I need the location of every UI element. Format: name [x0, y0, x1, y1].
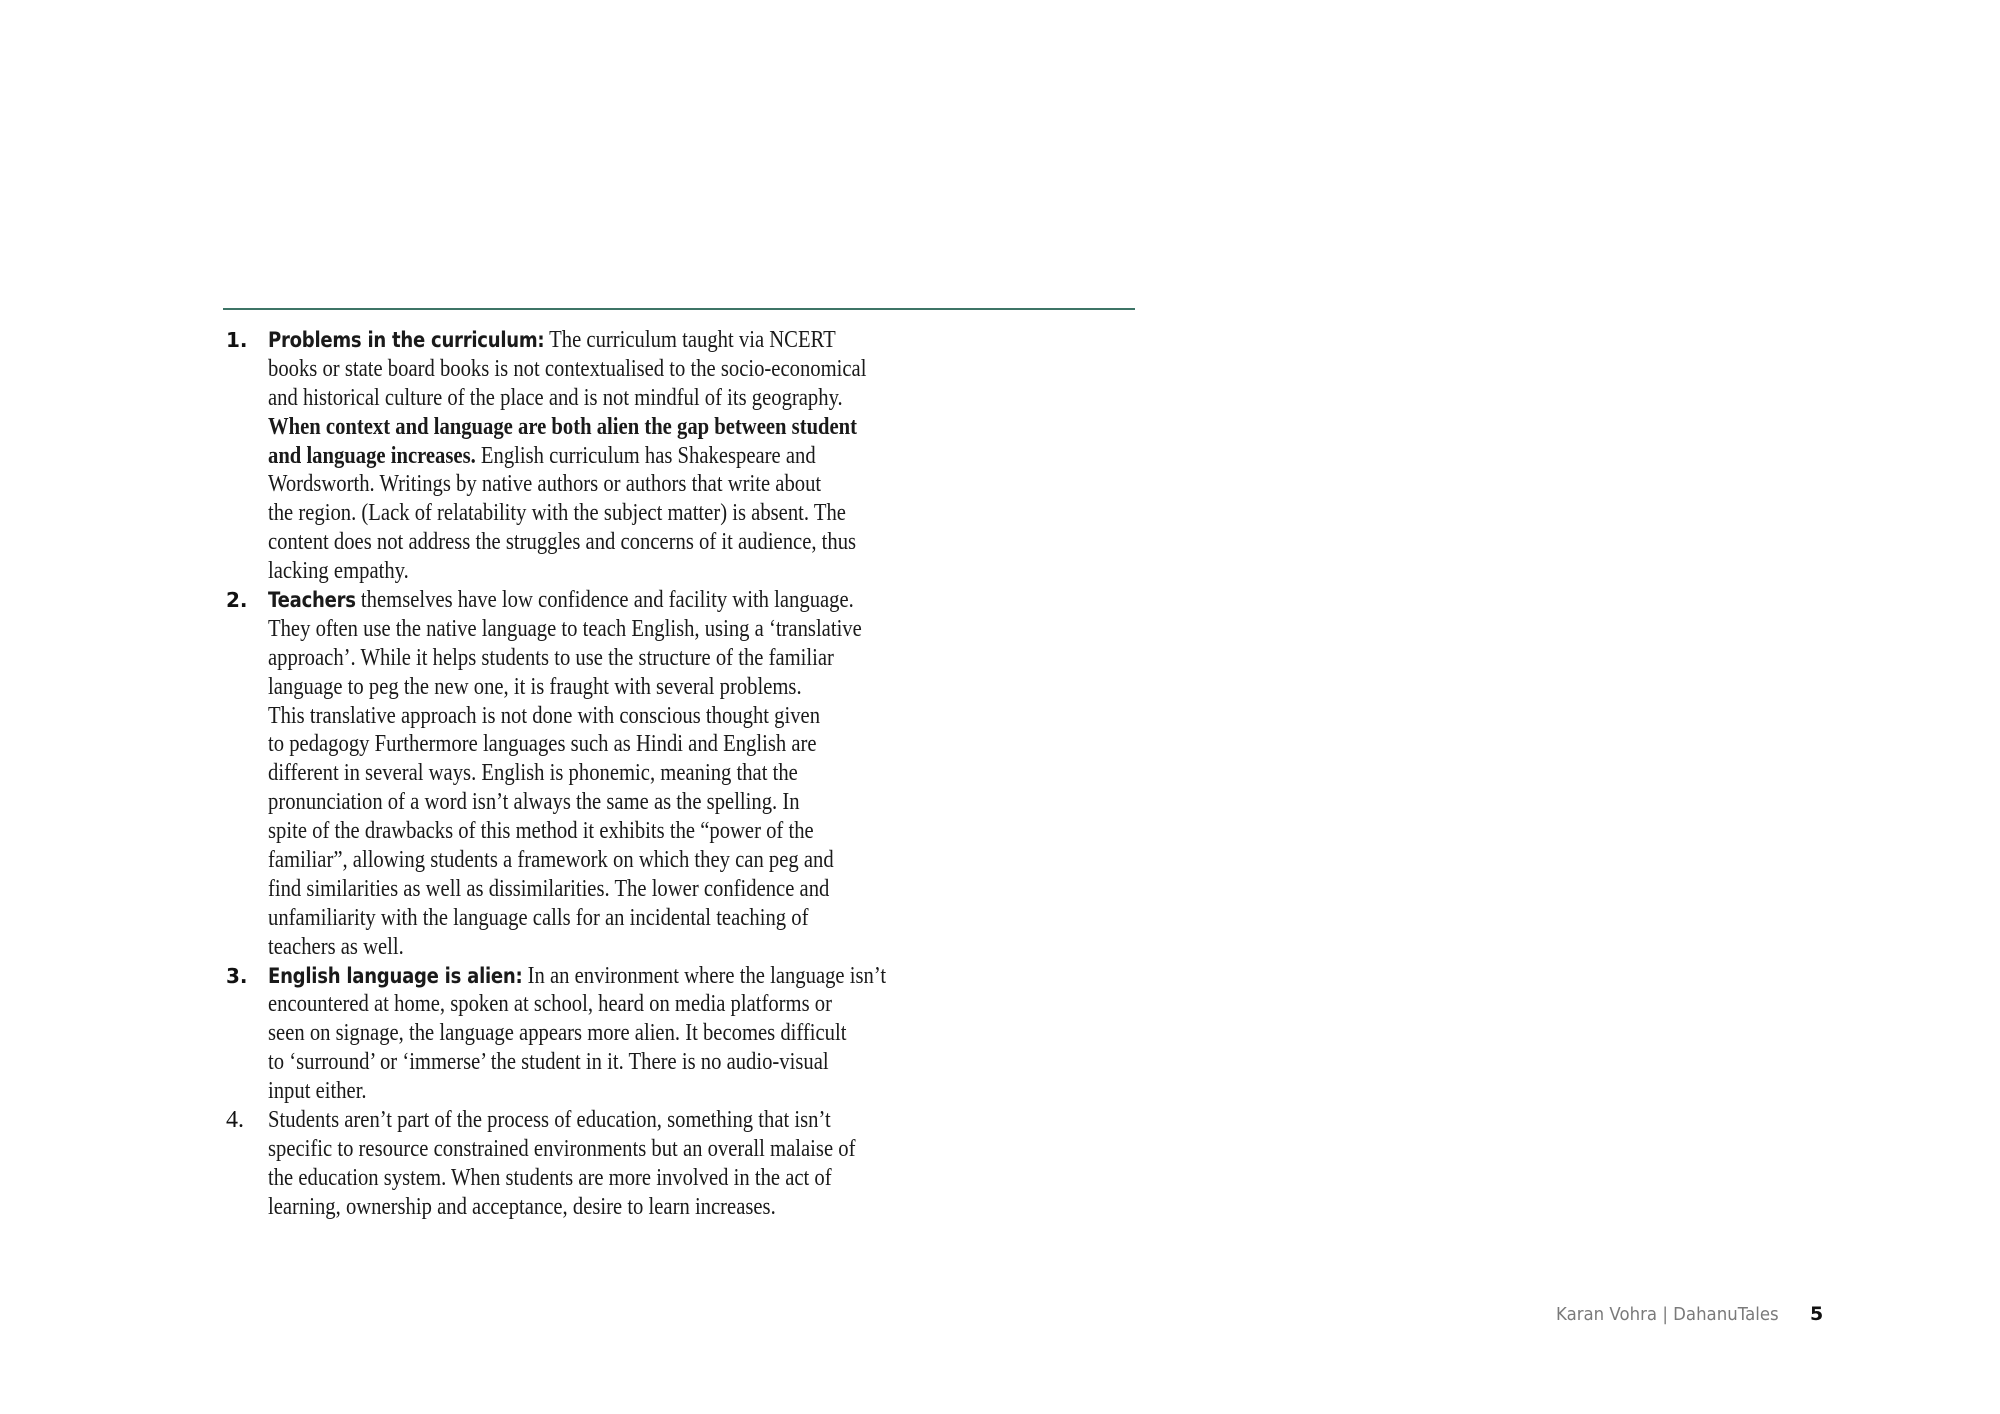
body-text: learning, ownership and acceptance, desire to learn increases.	[268, 1193, 776, 1220]
text-line	[268, 673, 1092, 702]
list-item-1	[226, 326, 1226, 586]
body-text: content does not address the struggles and concerns of it audience, thus	[268, 529, 857, 556]
body-text: teachers as well.	[268, 933, 404, 960]
list-item-3	[226, 962, 1226, 1106]
body-text: language to peg the new one, it is fraught with several problems.	[268, 673, 802, 700]
text-line	[268, 355, 1092, 384]
body-text: encountered at home, spoken at school, heard on media platforms or	[268, 991, 832, 1018]
body-text: unfamiliarity with the language calls for an incidental teaching of	[268, 904, 809, 931]
text-line	[268, 933, 1092, 962]
body-text: to pedagogy Furthermore languages such as Hindi and English are	[268, 731, 817, 758]
text-line	[268, 1019, 1092, 1048]
section-divider-rule	[223, 308, 1135, 310]
list-number: 3.	[226, 963, 248, 988]
text-line	[268, 384, 1092, 413]
text-line	[268, 990, 1092, 1019]
text-line	[268, 615, 1092, 644]
body-text: lacking empathy.	[268, 558, 409, 585]
text-line	[268, 586, 1092, 615]
body-text: the region. (Lack of relatability with the subject matter) is absent. The	[268, 500, 846, 527]
text-line	[268, 1048, 1092, 1077]
text-line	[268, 413, 1092, 442]
text-line	[268, 875, 1092, 904]
body-text: Wordsworth. Writings by native authors or authors that write about	[268, 471, 822, 498]
body-text: different in several ways. English is phonemic, meaning that the	[268, 760, 798, 787]
body-text: They often use the native language to teach English, using a ‘translative	[268, 615, 862, 642]
body-text: books or state board books is not contextualised to the socio-economical	[268, 355, 867, 382]
text-line	[268, 817, 1092, 846]
item-heading: Problems in the curriculum:	[268, 328, 545, 352]
text-line	[268, 702, 1092, 731]
text-line	[268, 528, 1092, 557]
text-line	[268, 962, 1092, 991]
list-number: 2.	[226, 588, 248, 613]
item-heading: Teachers	[268, 588, 356, 613]
body-text: and historical culture of the place and is not mindful of its geography.	[268, 384, 843, 411]
numbered-list	[226, 326, 1226, 1222]
body-text: find similarities as well as dissimilarities. The lower confidence and	[268, 875, 830, 902]
body-text: spite of the drawbacks of this method it exhibits the “power of the	[268, 818, 814, 845]
page-number: 5	[1810, 1303, 1824, 1325]
text-line	[268, 759, 1092, 788]
item-heading: English language is alien:	[268, 963, 523, 988]
text-line	[268, 1193, 1092, 1222]
text-line	[268, 788, 1092, 817]
body-text: the education system. When students are more involved in the act of	[268, 1164, 832, 1191]
list-number: 4.	[226, 1107, 244, 1134]
emphasis-text: When context and language are both alien the gap between student	[268, 413, 858, 440]
text-line	[268, 1135, 1092, 1164]
list-item-4	[226, 1106, 1226, 1222]
body-text: Students aren’t part of the process of education, something that isn’t	[268, 1107, 831, 1134]
body-text: familiar”, allowing students a framework on which they can peg and	[268, 847, 834, 874]
text-line	[268, 499, 1092, 528]
body-text: themselves have low confidence and facility with language.	[355, 587, 854, 614]
body-text: This translative approach is not done with conscious thought given	[268, 702, 821, 729]
text-line	[268, 644, 1092, 673]
body-text: pronunciation of a word isn’t always the same as the spelling. In	[268, 789, 800, 816]
text-line	[268, 904, 1092, 933]
body-text: English curriculum has Shakespeare and	[475, 442, 816, 469]
list-number: 1.	[226, 328, 248, 352]
body-text: In an environment where the language isn’t	[522, 962, 887, 989]
list-item-2	[226, 586, 1226, 962]
text-line	[268, 1164, 1092, 1193]
text-line	[268, 326, 1092, 355]
body-text: approach’. While it helps students to use the structure of the familiar	[268, 644, 834, 671]
body-text: specific to resource constrained environments but an overall malaise of	[268, 1135, 856, 1162]
text-line	[268, 730, 1092, 759]
body-text: The curriculum taught via NCERT	[544, 327, 836, 353]
body-text: seen on signage, the language appears more alien. It becomes difficult	[268, 1020, 847, 1047]
emphasis-text: and language increases.	[268, 442, 476, 469]
footer-credit: Karan Vohra | DahanuTales	[1556, 1304, 1779, 1325]
text-line	[268, 1077, 1092, 1106]
text-line	[268, 846, 1092, 875]
body-text: input either.	[268, 1078, 367, 1105]
body-text: to ‘surround’ or ‘immerse’ the student in it. There is no audio-visual	[268, 1049, 829, 1076]
text-line	[268, 557, 1092, 586]
text-line	[268, 470, 1092, 499]
text-line	[268, 1106, 1092, 1135]
text-line	[268, 442, 1092, 471]
